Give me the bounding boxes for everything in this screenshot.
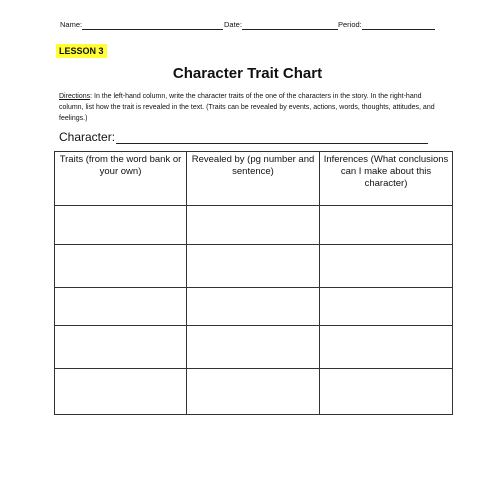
trait-cell[interactable] [55, 369, 187, 415]
revealed-cell[interactable] [187, 245, 320, 288]
inference-cell[interactable] [320, 245, 453, 288]
column-header-revealed-by: Revealed by (pg number and sentence) [187, 152, 320, 206]
table-row [55, 288, 453, 326]
lesson-badge: LESSON 3 [56, 44, 107, 58]
table-row [55, 206, 453, 245]
period-field[interactable] [338, 20, 435, 30]
page-title: Character Trait Chart [172, 65, 323, 82]
name-blank[interactable] [82, 21, 223, 30]
trait-cell[interactable] [55, 245, 187, 288]
revealed-cell[interactable] [187, 326, 320, 369]
revealed-cell[interactable] [187, 369, 320, 415]
inference-cell[interactable] [320, 326, 453, 369]
date-label: Date: [224, 20, 242, 29]
table-row [55, 326, 453, 369]
date-blank[interactable] [242, 21, 338, 30]
name-field[interactable] [60, 20, 223, 30]
directions [59, 91, 444, 124]
inference-cell[interactable] [320, 369, 453, 415]
table-row [55, 369, 453, 415]
revealed-cell[interactable] [187, 288, 320, 326]
inference-cell[interactable] [320, 206, 453, 245]
trait-cell[interactable] [55, 326, 187, 369]
table-header-row [55, 152, 453, 206]
period-label: Period: [338, 20, 362, 29]
period-blank[interactable] [362, 21, 435, 30]
inference-cell[interactable] [320, 288, 453, 326]
trait-cell[interactable] [55, 206, 187, 245]
character-blank[interactable] [116, 131, 428, 144]
date-field[interactable] [224, 20, 338, 30]
directions-text: : In the left-hand column, write the character traits of the one of the characters in the story. In the right-hand column, list how the trait is revealed in the text. (Traits can be revealed by events, actions, words, thoughts, attitudes, and feelings.) [59, 93, 435, 122]
revealed-cell[interactable] [187, 206, 320, 245]
header-fields [60, 20, 440, 34]
column-header-inferences: Inferences (What conclusions can I make about this character) [320, 152, 453, 206]
character-field[interactable] [59, 130, 434, 144]
name-label: Name: [60, 20, 83, 29]
trait-cell[interactable] [55, 288, 187, 326]
column-header-traits: Traits (from the word bank or your own) [55, 152, 187, 206]
character-label: Character: [59, 130, 116, 144]
table-row [55, 245, 453, 288]
trait-table [54, 151, 453, 415]
directions-label: Directions [59, 93, 91, 100]
